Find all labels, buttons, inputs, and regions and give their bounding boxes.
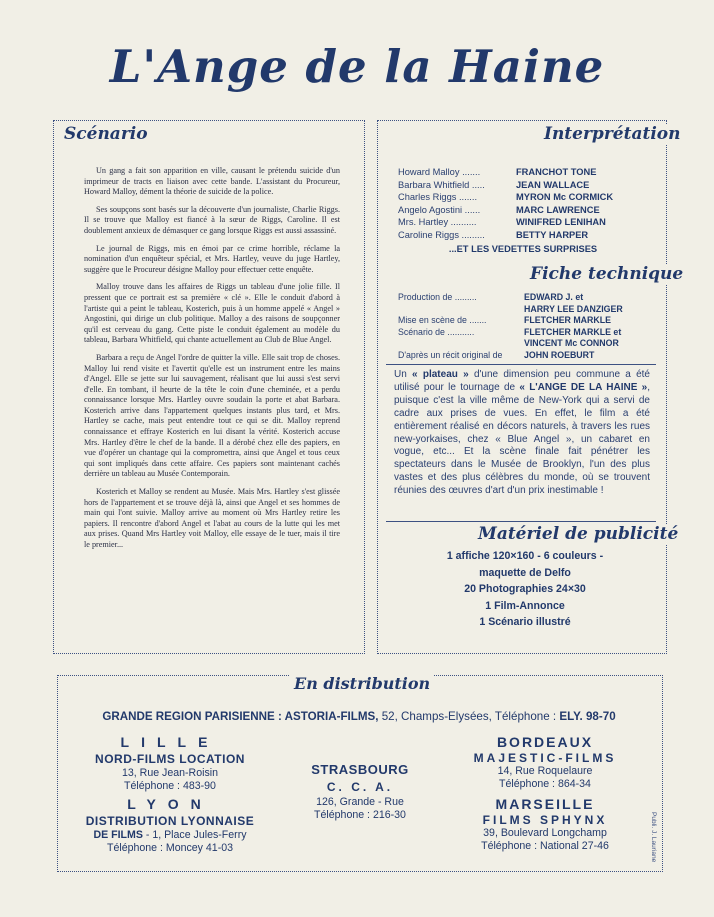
distributor-city: LILLE xyxy=(120,734,220,750)
scenario-paragraph: Ses soupçons sont basés sur la découverte d'un journaliste, Charlie Riggs. Il se trouve que Malloy est fiancé à la sœur de Riggs, Caroline. Il est doublement anxieux de démasquer ce gang lorsque Riggs est aussi assassiné. xyxy=(84,204,340,235)
publicite-item: 1 Scénario illustré xyxy=(479,616,571,629)
cast-actor: WINIFRED LENIHAN xyxy=(516,217,606,227)
distributor-strasbourg xyxy=(285,760,435,822)
note-plateau: « plateau » xyxy=(412,369,469,380)
printer-credit: Publi. J. Lauriane xyxy=(650,812,657,863)
cast-role: Howard Malloy ....... xyxy=(398,167,481,177)
cast-role: Angelo Agostini ...... xyxy=(398,204,481,215)
distributor-firm: DISTRIBUTION LYONNAISE xyxy=(85,814,255,828)
note-film-title: « L'ANGE DE LA HAINE » xyxy=(519,381,648,393)
distributor-address: 14, Rue Roquelaure xyxy=(497,765,593,778)
technique-row xyxy=(398,338,668,350)
distributor-firm: NORD-FILMS LOCATION xyxy=(95,752,245,766)
cast-row xyxy=(398,204,648,217)
cast-role: Barbara Whitfield ..... xyxy=(398,179,485,190)
region-address: 52, Champs-Elysées, Téléphone : xyxy=(378,710,560,723)
distributor-lyon xyxy=(70,795,270,855)
distributor-city: BORDEAUX xyxy=(496,734,594,750)
publicite-item: 1 affiche 120×160 - 6 couleurs - xyxy=(446,550,604,562)
publicite-item: 20 Photographies 24×30 xyxy=(464,583,586,596)
technique-value: VINCENT Mc CONNOR xyxy=(524,338,619,349)
technique-row xyxy=(398,292,668,304)
scenario-paragraph: Kosterich et Malloy se rendent au Musée. Mais Mrs. Hartley s'est glissée hors de l'appartement et se trouve déjà là, ainsi que Angel et ses hommes de main qui l'ont suivie. Malloy arrive au moment où Mrs Hartley retire les papiers. Il rencontre d'abord Angel et l'abat au cours de la lutte qui les met aux prises. Quand Mrs Hartley voit Malloy, elle essaye de le tuer, mais il tire le premier... xyxy=(84,487,340,549)
distributor-city: LYON xyxy=(127,796,213,812)
technique-value: HARRY LEE DANZIGER xyxy=(524,303,623,314)
distributor-phone: Téléphone : 483-90 xyxy=(124,780,216,793)
distributor-address: 126, Grande - Rue xyxy=(316,796,404,808)
note-text: d'une dimension peu commune a été utilisé pour le tournage de xyxy=(394,369,650,393)
distributor-city: MARSEILLE xyxy=(495,796,595,812)
distributor-marseille xyxy=(445,795,645,854)
publicite-item: 1 Film-Annonce xyxy=(485,599,565,612)
technique-value: EDWARD J. et xyxy=(524,292,584,302)
note-text: , puisque c'est la ville même de New-York qui a servi de cadre aux prises de vues. En effet, le film a été entièrement réalisé en décors naturels, à travers les rues new-yorkaises, chez « Blue Angel », un cabaret en vogue, etc... Et la scène finale fait pénétrer les spectateurs dans le Musée de Brooklyn, l'un des plus vastes et des plus célèbres du monde, où se trouvent réunies des œuvres d'art d'un prix inestimable ! xyxy=(394,381,650,497)
cast-actor: MARC LAWRENCE xyxy=(516,204,600,215)
distributor-firm: FILMS SPHYNX xyxy=(482,813,608,827)
cast-role: Charles Riggs ....... xyxy=(398,192,478,202)
cast-role: Caroline Riggs ......... xyxy=(398,229,485,240)
distributor-lille xyxy=(70,733,270,793)
cast-row xyxy=(398,216,648,229)
technique-value: FLETCHER MARKLE et xyxy=(524,326,622,337)
technique-row xyxy=(398,327,668,339)
interpretation-heading: Interprétation xyxy=(540,124,684,144)
technique-value: FLETCHER MARKLE xyxy=(524,315,611,326)
distributor-city: STRASBOURG xyxy=(311,762,409,777)
publicite-heading: Matériel de publicité xyxy=(474,524,682,544)
distributor-phone: Téléphone : Moncey 41-03 xyxy=(106,842,234,855)
scenario-paragraph: Barbara a reçu de Angel l'ordre de quitter la ville. Elle sait trop de choses. Malloy lui rend visite et l'avertit qu'elle est un instrument entre les mains d'Angel. Elle se jette sur lui sauvagement, réalisant que lui aussi s'est servi d'elle. En tombant, il heurte de la tête le coin d'une cheminée, et a perdu connaissance lorsque Mrs. Hartley ouvre soudain la porte et abat Barbara. Kosterich arrive dans l'appartement quelques instants plus tard, et Mrs. Hartley se cache, mais peut entendre tout ce qui se dit. Malloy reprend connaissance et effraye Kosterich en lui disant la vérité. Kosterich accuse Mrs. Hartley d'être le chef de la bande. Il a dérobé chez elle des papiers, en vue d'opérer un chantage qui la compromettra, ainsi que Angel et tous ceux qui sont impliqués dans cette affaire. Ces papiers sont maintenant cachés derrière un tableau au Musée Contemporain. xyxy=(84,352,340,479)
cast-row xyxy=(398,179,648,192)
cast-extra: ...ET LES VEDETTES SURPRISES xyxy=(448,244,598,254)
distributor-firm: MAJESTIC-FILMS xyxy=(473,751,617,765)
distributor-address: 39, Boulevard Longchamp xyxy=(483,827,607,840)
technique-heading: Fiche technique xyxy=(526,264,687,284)
technique-label xyxy=(398,304,524,316)
distributor-address: - 1, Place Jules-Ferry xyxy=(142,829,247,841)
cast-row xyxy=(398,191,648,204)
cast-actor: FRANCHOT TONE xyxy=(516,167,597,177)
technique-label xyxy=(398,338,524,350)
distributor-phone: Téléphone : National 27-46 xyxy=(481,840,609,853)
distributor-address: 13, Rue Jean-Roisin xyxy=(122,767,218,779)
distributor-firm: C. C. A. xyxy=(326,780,394,794)
distributor-bordeaux xyxy=(445,733,645,792)
cast-row xyxy=(398,166,648,179)
technique-label: Mise en scène de ....... xyxy=(398,315,487,326)
technique-row xyxy=(398,350,668,362)
cast-row xyxy=(398,229,648,242)
technique-label: D'après un récit original de xyxy=(398,349,503,360)
region-label: GRANDE REGION PARISIENNE : ASTORIA-FILMS, xyxy=(102,710,379,723)
scenario-text xyxy=(84,166,340,558)
production-note xyxy=(394,369,650,498)
region-phone: ELY. 98-70 xyxy=(559,710,616,723)
technique-value: JOHN ROEBURT xyxy=(524,349,595,360)
scenario-paragraph: Le journal de Riggs, mis en émoi par ce crime horrible, réclame la nomination d'un enquêteur spécial, et Mrs. Hartley, veuve du juge Hartley, suggère que le Procureur désigne Malloy pour effectuer cette enquête. xyxy=(84,243,340,274)
technique-list xyxy=(398,292,668,362)
scenario-paragraph: Malloy trouve dans les affaires de Riggs un tableau d'une jolie fille. Il pressent que ce portrait est sa première « clé ». Elle le conduit d'abord à l'artiste qui a peint le tableau, Kosterich, puis à un homme appelé « Angel » Angostini, qui dirige un club politique. Malloy a des raisons de soupçonner qu'il est cerveau du gang. Cette piste le conduit également au modèle du tableau, Barbara Whitfield, qui chante actuellement au Club de Blue Angel. xyxy=(84,282,340,345)
technique-label: Scénario de ........... xyxy=(398,326,475,337)
distributor-phone: Téléphone : 864-34 xyxy=(499,778,591,791)
cast-list xyxy=(398,166,648,256)
distribution-heading: En distribution xyxy=(290,674,434,693)
publicite-list xyxy=(400,548,650,631)
cast-actor: MYRON Mc CORMICK xyxy=(516,192,614,202)
technique-label: Production de ......... xyxy=(398,292,477,302)
distributor-firm: DE FILMS xyxy=(93,829,143,841)
scenario-heading: Scénario xyxy=(60,124,152,144)
region-parisienne xyxy=(57,710,661,723)
technique-row xyxy=(398,315,668,327)
cast-actor: BETTY HARPER xyxy=(516,229,589,240)
cast-actor: JEAN WALLACE xyxy=(516,179,590,190)
page-title: L'Ange de la Haine xyxy=(109,40,605,93)
cast-role: Mrs. Hartley .......... xyxy=(398,217,477,227)
publicite-item: maquette de Delfo xyxy=(479,566,571,579)
technique-row xyxy=(398,304,668,316)
distributor-phone: Téléphone : 216-30 xyxy=(314,809,406,822)
note-text: Un xyxy=(394,369,413,380)
scenario-paragraph: Un gang a fait son apparition en ville, causant le prétendu suicide d'un imprimeur de tracts en liaison avec cette bande. L'assistant du Procureur, Howard Malloy, dément la théorie de suicide de la police. xyxy=(84,166,340,197)
